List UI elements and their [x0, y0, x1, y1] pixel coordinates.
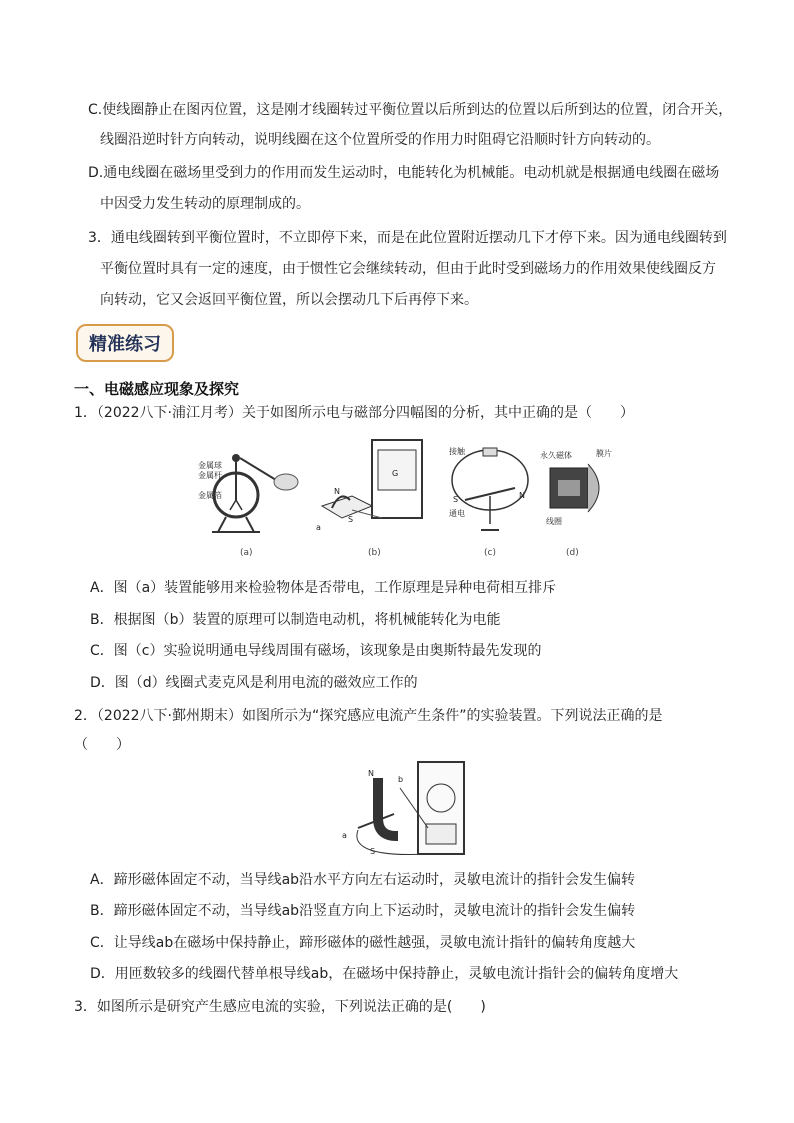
text-line-d1: D.通电线圈在磁场里受到力的作用而发生运动时，电能转化为机械能。电动机就是根据通电线圈在磁场 [88, 165, 720, 181]
fig-q2-label-n: N [368, 769, 374, 778]
fig-b-label-g: G [392, 469, 399, 478]
q2-option-b: B．蹄形磁体固定不动，当导线ab沿竖直方向上下运动时，灵敏电流计的指针会发生偏转 [90, 903, 636, 919]
figure-c-oersted [445, 440, 535, 540]
fig-d-label-coil: 线圈 [546, 517, 562, 526]
fig-a-label-rod: 金属杆 [198, 471, 222, 480]
caption-d: (d) [566, 548, 579, 558]
fig-b-label-n: N [334, 487, 340, 496]
fig-a-label-foil: 金属箔 [198, 491, 222, 500]
figure-b-induction [312, 436, 432, 544]
fig-q2-label-b: b [398, 775, 404, 784]
fig-d-label-diaphragm: 膜片 [596, 449, 612, 458]
fig-q2-label-s: S [370, 847, 376, 856]
section-title: 一、电磁感应现象及探究 [74, 380, 240, 398]
caption-a: (a) [240, 548, 253, 558]
figure-d-microphone [540, 444, 620, 540]
fig-c-label-contact: 接触 [449, 447, 465, 456]
text-line-3b: 平衡位置时具有一定的速度，由于惯性它会继续转动，但由于此时受到磁场力的作用效果使线圈反方 [100, 261, 716, 277]
text-line-3c: 向转动，它又会返回平衡位置，所以会摆动几下后再停下来。 [100, 292, 478, 308]
q1-option-a: A．图（a）装置能够用来检验物体是否带电，工作原理是异种电荷相互排斥 [90, 580, 557, 596]
figure-q2-apparatus [338, 758, 468, 862]
caption-b: (b) [368, 548, 381, 558]
q2-stem: 2．（2022八下·鄞州期末）如图所示为“探究感应电流产生条件”的实验装置。下列说法正确的是 [74, 708, 663, 724]
fig-q2-label-a: a [342, 831, 347, 840]
q1-option-c: C．图（c）实验说明通电导线周围有磁场，该现象是由奥斯特最先发现的 [90, 643, 542, 659]
q2-option-c: C．让导线ab在磁场中保持静止，蹄形磁体的磁性越强，灵敏电流计指针的偏转角度越大 [90, 935, 636, 951]
q1-option-d: D．图（d）线圈式麦克风是利用电流的磁效应工作的 [90, 675, 418, 691]
fig-c-label-s: S [453, 495, 459, 504]
text-line-d2: 中因受力发生转动的原理制成的。 [100, 196, 310, 212]
practice-badge: 精准练习 [76, 324, 174, 362]
q2-option-a: A．蹄形磁体固定不动，当导线ab沿水平方向左右运动时，灵敏电流计的指针会发生偏转 [90, 872, 636, 888]
text-line-3a: 3．通电线圈转到平衡位置时，不立即停下来，而是在此位置附近摆动几下才停下来。因为通电线圈转到 [88, 230, 727, 246]
fig-a-label-ball: 金属球 [198, 461, 222, 470]
fig-b-label-a: a [316, 523, 321, 532]
q3-stem: 3．如图所示是研究产生感应电流的实验，下列说法正确的是( ) [74, 999, 486, 1015]
q1-option-b: B．根据图（b）装置的原理可以制造电动机，将机械能转化为电能 [90, 612, 501, 628]
fig-b-label-s: S [348, 515, 354, 524]
fig-d-label-magnet: 永久磁体 [540, 451, 572, 460]
figure-a-electroscope [196, 440, 306, 540]
q2-option-d: D．用匝数较多的线圈代替单根导线ab，在磁场中保持静止，灵敏电流计指针会的偏转角度增大 [90, 966, 679, 982]
fig-c-label-current: 通电 [449, 509, 465, 518]
text-line-c2: 线圈沿逆时针方向转动，说明线圈在这个位置所受的作用力时阻碍它沿顺时针方向转动的。 [100, 132, 660, 148]
caption-c: (c) [484, 548, 496, 558]
q2-stem-paren: （ ） [74, 737, 130, 753]
fig-c-label-n: N [519, 491, 525, 500]
q1-stem: 1．（2022八下·浦江月考）关于如图所示电与磁部分四幅图的分析，其中正确的是（ ） [74, 405, 634, 421]
text-line-c1: C.使线圈静止在图丙位置，这是刚才线圈转过平衡位置以后所到达的位置以后所到达的位置，闭合开关， [88, 102, 733, 118]
